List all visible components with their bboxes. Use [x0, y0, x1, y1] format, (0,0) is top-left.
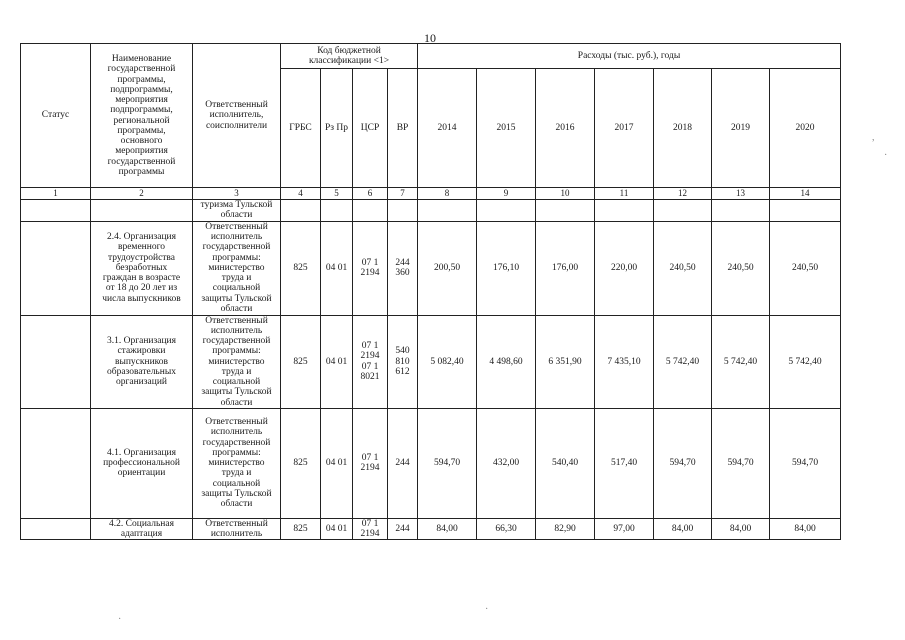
row-value: 84,00 — [418, 518, 477, 540]
header-year: 2015 — [477, 69, 536, 188]
row-value: 200,50 — [418, 221, 477, 315]
scan-speck: · — [485, 604, 489, 615]
row-value: 594,70 — [654, 408, 712, 518]
header-year: 2014 — [418, 69, 477, 188]
header-row — [21, 44, 841, 69]
table-row — [21, 315, 841, 408]
row-vr: 244 360 — [388, 221, 418, 315]
row-value: 4 498,60 — [477, 315, 536, 408]
row-value: 7 435,10 — [595, 315, 654, 408]
row-value: 5 742,40 — [654, 315, 712, 408]
budget-table — [20, 43, 841, 540]
row-rzpr: 04 01 — [321, 315, 353, 408]
header-year: 2018 — [654, 69, 712, 188]
column-number: 3 — [193, 188, 281, 200]
row-value: 240,50 — [712, 221, 770, 315]
row-value: 240,50 — [770, 221, 841, 315]
row-value: 84,00 — [712, 518, 770, 540]
row-value: 540,40 — [536, 408, 595, 518]
row-value: 594,70 — [712, 408, 770, 518]
row-value: 84,00 — [654, 518, 712, 540]
header-year: 2016 — [536, 69, 595, 188]
header-expenses: Расходы (тыс. руб.), годы — [418, 44, 841, 69]
row-grbs: 825 — [281, 221, 321, 315]
row-rzpr: 04 01 — [321, 408, 353, 518]
column-number: 10 — [536, 188, 595, 200]
header-year: 2017 — [595, 69, 654, 188]
table-row — [21, 221, 841, 315]
row-value: 6 351,90 — [536, 315, 595, 408]
row-value: 432,00 — [477, 408, 536, 518]
header-year: 2020 — [770, 69, 841, 188]
row-value: 517,40 — [595, 408, 654, 518]
column-number: 13 — [712, 188, 770, 200]
row-grbs: 825 — [281, 518, 321, 540]
row-vr: 540 810 612 — [388, 315, 418, 408]
header-budget-code: Код бюджетной классификации <1> — [281, 44, 418, 69]
row-value: 5 742,40 — [712, 315, 770, 408]
row-name: 4.2. Социальная адаптация — [91, 518, 193, 540]
header-year: 2019 — [712, 69, 770, 188]
row-csr: 07 1 2194 — [353, 221, 388, 315]
row-value: 594,70 — [418, 408, 477, 518]
row-grbs: 825 — [281, 315, 321, 408]
row-csr: 07 1 2194 — [353, 408, 388, 518]
scan-speck: · — [884, 150, 888, 161]
row-csr: 07 1 2194 07 1 8021 — [353, 315, 388, 408]
row-name: 3.1. Организация стажировки выпускников образовательных организаций — [91, 315, 193, 408]
row-value: 240,50 — [654, 221, 712, 315]
row-value: 5 742,40 — [770, 315, 841, 408]
row-value: 176,10 — [477, 221, 536, 315]
page-number: 10 — [424, 31, 436, 45]
column-number: 11 — [595, 188, 654, 200]
continuation-text: туризма Тульской области — [193, 200, 281, 222]
row-value: 66,30 — [477, 518, 536, 540]
row-value: 176,00 — [536, 221, 595, 315]
column-number: 7 — [388, 188, 418, 200]
row-responsible: Ответственный исполнитель государственной программы: министерство труда и социальной защиты Тульской области — [193, 315, 281, 408]
column-number: 12 — [654, 188, 712, 200]
table-row — [21, 408, 841, 518]
row-value: 84,00 — [770, 518, 841, 540]
row-value: 5 082,40 — [418, 315, 477, 408]
row-name: 2.4. Организация временного трудоустройства безработных граждан в возрасте от 18 до 20 лет из числа выпускников — [91, 221, 193, 315]
header-responsible: Ответственный исполнитель, соисполнители — [193, 44, 281, 188]
row-name: 4.1. Организация профессиональной ориентации — [91, 408, 193, 518]
header-grbs: ГРБС — [281, 69, 321, 188]
column-number: 1 — [21, 188, 91, 200]
row-value: 594,70 — [770, 408, 841, 518]
scan-speck: · — [118, 614, 122, 625]
row-grbs: 825 — [281, 408, 321, 518]
row-responsible: Ответственный исполнитель государственной программы: министерство труда и социальной защиты Тульской области — [193, 221, 281, 315]
row-responsible: Ответственный исполнитель государственной программы: министерство труда и социальной защиты Тульской области — [193, 408, 281, 518]
column-number: 4 — [281, 188, 321, 200]
column-number: 9 — [477, 188, 536, 200]
column-number: 14 — [770, 188, 841, 200]
column-number: 6 — [353, 188, 388, 200]
scan-speck: , — [872, 132, 875, 143]
row-rzpr: 04 01 — [321, 518, 353, 540]
header-status: Статус — [21, 44, 91, 188]
table-row-continuation — [21, 200, 841, 222]
header-name: Наименование государственной программы, подпрограммы, мероприятия подпрограммы, региональной программы, основного мероприятия государственной программы — [91, 44, 193, 188]
header-rzpr: Рз Пр — [321, 69, 353, 188]
row-csr: 07 1 2194 — [353, 518, 388, 540]
row-vr: 244 — [388, 518, 418, 540]
column-number-row — [21, 188, 841, 200]
header-csr: ЦСР — [353, 69, 388, 188]
row-value: 97,00 — [595, 518, 654, 540]
row-vr: 244 — [388, 408, 418, 518]
column-number: 8 — [418, 188, 477, 200]
row-value: 82,90 — [536, 518, 595, 540]
row-responsible: Ответственный исполнитель — [193, 518, 281, 540]
row-value: 220,00 — [595, 221, 654, 315]
header-vr: ВР — [388, 69, 418, 188]
row-rzpr: 04 01 — [321, 221, 353, 315]
column-number: 2 — [91, 188, 193, 200]
column-number: 5 — [321, 188, 353, 200]
table-row — [21, 518, 841, 540]
